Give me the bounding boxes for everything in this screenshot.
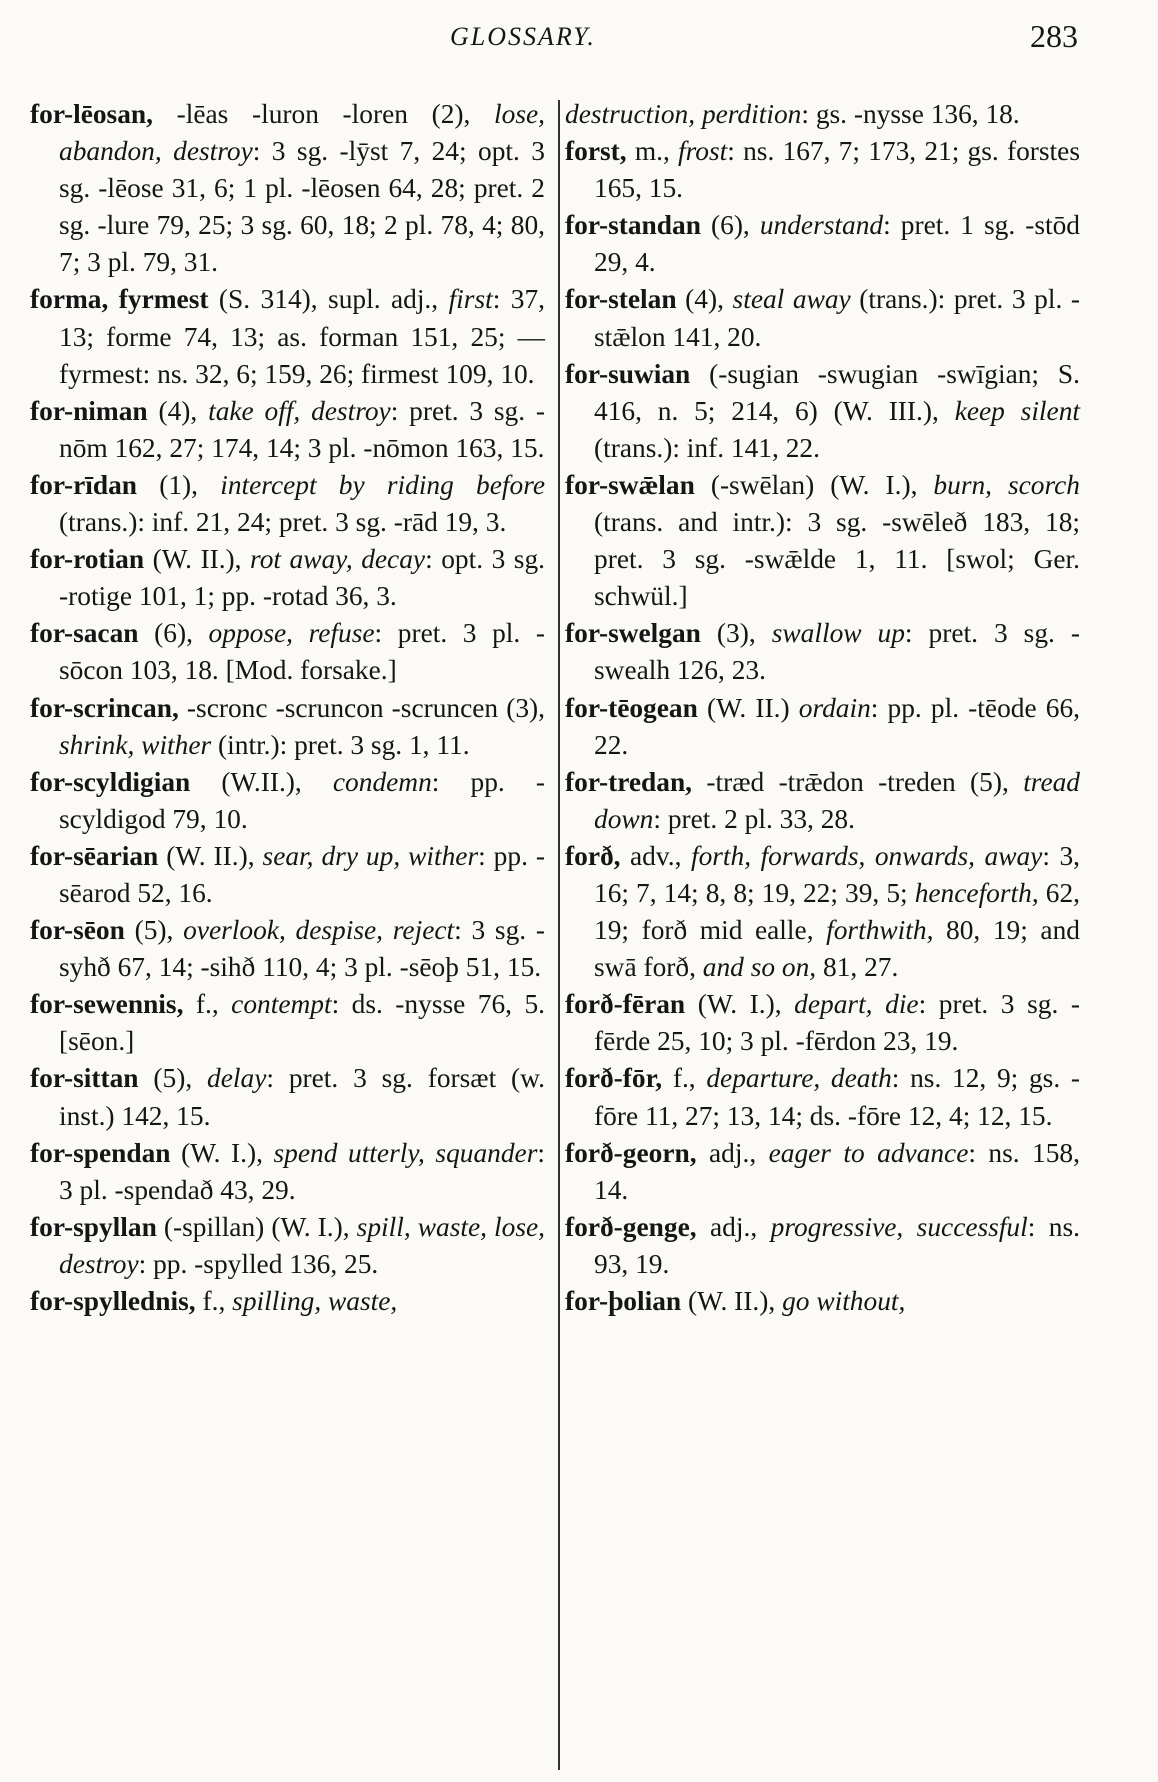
entry-text: (6), bbox=[700, 210, 760, 241]
entry-text: (W. II.), bbox=[681, 1286, 783, 1316]
entry-headword: forð-georn, bbox=[565, 1137, 697, 1168]
entry-definition: intercept by riding before bbox=[220, 469, 545, 500]
entry-text: (trans.): pret. 3 pl. -stǣlon 141, 20. bbox=[594, 284, 1081, 352]
entry-text: : pret. 3 sg. -nōm 162, 27; 174, 14; 3 pl. -nōmon 163, 15. bbox=[59, 395, 545, 463]
entry-text: : 3 sg. -lȳst 7, 24; opt. 3 sg. -lēose 31, 6; 1 pl. -lēosen 64, 28; pret. 2 sg. -lure 79, 25; 3 sg. 60, 18; 2 pl. 78, 4; 80, 7; 3 pl. 79, 31. bbox=[59, 136, 545, 278]
entry-definition: shrink, wither bbox=[59, 729, 212, 760]
entry-text: f., bbox=[662, 1063, 707, 1094]
entry-text: -træd -trǣdon -treden (5), bbox=[692, 766, 1024, 797]
entry-text: : pp. pl. -tēode 66, 22. bbox=[594, 692, 1080, 760]
entry-text: 62, 19; forð mid ealle, bbox=[594, 877, 1080, 946]
entry-headword: forð-fōr, bbox=[565, 1063, 663, 1094]
page-header bbox=[0, 14, 1158, 62]
entry-definition: destruction, perdition bbox=[565, 99, 802, 129]
entry-definition: departure, death bbox=[706, 1063, 892, 1094]
entry-definition: tread down bbox=[594, 766, 1080, 834]
entry-text: (S. 314), supl. adj., bbox=[208, 284, 449, 315]
glossary-entry bbox=[30, 764, 545, 838]
entry-text: (trans. and intr.): 3 sg. -swēleð 183, 18; pret. 3 sg. -swǣlde 1, 11. [swol; Ger. schwül.] bbox=[594, 507, 1080, 612]
entry-text: f., bbox=[183, 989, 232, 1020]
entry-definition: sear, dry up, wither bbox=[262, 840, 479, 871]
glossary-entry bbox=[30, 467, 545, 541]
entry-text: : 3, 16; 7, 14; 8, 8; 19, 22; 39, 5; bbox=[594, 840, 1080, 908]
entry-text: : ns. 158, 14. bbox=[594, 1137, 1080, 1205]
entry-headword: for-scyldigian bbox=[30, 766, 191, 797]
entry-definition: understand bbox=[759, 210, 884, 241]
running-title: GLOSSARY. bbox=[450, 22, 596, 51]
entry-text: : pret. 2 pl. 33, 28. bbox=[653, 803, 855, 834]
entry-definition: spend utterly, squander bbox=[273, 1137, 538, 1168]
glossary-entry bbox=[565, 690, 1080, 764]
entry-text: -scronc -scruncon -scruncen (3), bbox=[178, 692, 545, 723]
entry-text: : opt. 3 sg. -rotige 101, 1; pp. -rotad 36, 3. bbox=[59, 544, 545, 612]
entry-definition: and so on, bbox=[702, 952, 817, 983]
glossary-entry bbox=[565, 1135, 1080, 1209]
entry-headword: forð-fēran bbox=[565, 989, 686, 1020]
entry-definition: keep silent bbox=[954, 395, 1081, 426]
entry-definition: henceforth, bbox=[914, 877, 1039, 908]
entry-text: (5), bbox=[138, 1063, 208, 1094]
entry-text: : ns. 167, 7; 173, 21; gs. forstes 165, 15. bbox=[594, 136, 1080, 204]
entry-definition: spilling, waste, bbox=[232, 1286, 398, 1316]
entry-text: : pp. -sēarod 52, 16. bbox=[59, 840, 545, 908]
entry-text: m., bbox=[626, 136, 679, 167]
entry-definition: lose, abandon, destroy bbox=[59, 99, 545, 167]
entry-definition: burn, scorch bbox=[933, 469, 1080, 500]
entry-text: (W. II.), bbox=[144, 544, 251, 575]
entry-definition: go without, bbox=[782, 1286, 906, 1316]
glossary-entry bbox=[30, 912, 545, 986]
entry-text: (3), bbox=[700, 618, 772, 649]
entry-headword: for-swelgan bbox=[565, 618, 701, 649]
entry-text: f., bbox=[195, 1286, 233, 1316]
glossary-entry bbox=[565, 207, 1080, 281]
entry-text: 81, 27. bbox=[816, 952, 899, 983]
entry-definition: progressive, successful bbox=[770, 1211, 1028, 1242]
glossary-entry bbox=[565, 281, 1080, 355]
entry-text: : 37, 13; forme 74, 13; as. forman 151, 25; — fyrmest: ns. 32, 6; 159, 26; firmest 109, 10. bbox=[59, 284, 545, 389]
entry-definition: forth, forwards, onwards, away bbox=[690, 840, 1043, 871]
column-divider bbox=[558, 100, 560, 1770]
entry-headword: for-standan bbox=[565, 210, 701, 241]
entry-text: (trans.): inf. 141, 22. bbox=[594, 432, 820, 463]
glossary-entry bbox=[565, 467, 1080, 615]
entry-text: (W. II.) bbox=[697, 692, 799, 723]
entry-headword: for-tēogean bbox=[565, 692, 698, 723]
entry-headword: for-rīdan bbox=[30, 469, 138, 500]
entry-headword: for-rotian bbox=[30, 544, 145, 575]
entry-text: (4), bbox=[676, 284, 733, 315]
entry-headword: for-lēosan, bbox=[30, 99, 153, 129]
entry-headword: for-sēarian bbox=[30, 840, 159, 871]
glossary-entry bbox=[565, 838, 1080, 986]
entry-text: 80, 19; and swā forð, bbox=[594, 915, 1080, 983]
glossary-entry bbox=[30, 615, 545, 689]
page-number: 283 bbox=[1030, 18, 1078, 54]
entry-headword: for-tredan, bbox=[565, 766, 693, 797]
entry-definition: rot away, decay bbox=[250, 544, 426, 575]
entry-text: (5), bbox=[124, 915, 184, 946]
entry-headword: for-þolian bbox=[565, 1286, 682, 1316]
glossary-entry bbox=[565, 1209, 1080, 1283]
glossary-entry bbox=[30, 1060, 545, 1134]
entry-text: : pret. 1 sg. -stōd 29, 4. bbox=[594, 210, 1080, 278]
entry-text: : ns. 12, 9; gs. -fōre 11, 27; 13, 14; ds. -fōre 12, 4; 12, 15. bbox=[594, 1063, 1081, 1131]
entry-text: (-sugian -swugian -swīgian; S. 416, n. 5; 214, 6) (W. III.), bbox=[594, 358, 1080, 426]
entry-definition: swallow up bbox=[771, 618, 905, 649]
entry-text: -lēas -luron -loren (2), bbox=[152, 99, 495, 129]
entry-text: (intr.): pret. 3 sg. 1, 11. bbox=[211, 729, 470, 760]
glossary-entry bbox=[565, 356, 1080, 467]
entry-text: : gs. -nysse 136, 18. bbox=[801, 99, 1020, 129]
entry-text: : pp. -scyldigod 79, 10. bbox=[59, 766, 545, 834]
entry-definition: depart, die bbox=[794, 989, 919, 1020]
entry-definition: condemn bbox=[332, 766, 432, 797]
entry-headword: for-stelan bbox=[565, 284, 677, 315]
entry-definition: steal away bbox=[732, 284, 851, 315]
entry-text: adj., bbox=[696, 1211, 771, 1242]
entry-headword: forma, fyrmest bbox=[30, 284, 209, 315]
entry-definition: forthwith, bbox=[826, 915, 934, 946]
entry-text: : pret. 3 sg. -swealh 126, 23. bbox=[594, 618, 1080, 686]
entry-text: (W. I.), bbox=[170, 1137, 274, 1168]
entry-headword: forð, bbox=[565, 840, 621, 871]
entry-text: (6), bbox=[138, 618, 209, 649]
glossary-entry bbox=[565, 96, 1080, 133]
glossary-entry bbox=[30, 1209, 545, 1283]
entry-headword: forð-genge, bbox=[565, 1211, 697, 1242]
entry-definition: oppose, refuse bbox=[208, 618, 375, 649]
entry-headword: for-spyllednis, bbox=[30, 1286, 196, 1316]
entry-definition: ordain bbox=[798, 692, 871, 723]
entry-headword: for-sittan bbox=[30, 1063, 139, 1094]
entry-text: : 3 pl. -spendað 43, 29. bbox=[59, 1137, 545, 1205]
entry-text: (1), bbox=[137, 469, 221, 500]
entry-text: (-swēlan) (W. I.), bbox=[694, 469, 934, 500]
entry-headword: for-swǣlan bbox=[565, 469, 695, 500]
glossary-entry bbox=[30, 541, 545, 615]
entry-text: (trans.): inf. 21, 24; pret. 3 sg. -rād 19, 3. bbox=[59, 507, 507, 538]
glossary-entry bbox=[565, 986, 1080, 1060]
glossary-entry bbox=[30, 393, 545, 467]
entry-text: : pret. 3 sg. forsæt (w. inst.) 142, 15. bbox=[59, 1063, 546, 1131]
glossary-entry bbox=[30, 281, 545, 392]
glossary-entry bbox=[565, 133, 1080, 207]
glossary-entry bbox=[30, 96, 545, 281]
entry-definition: contempt bbox=[231, 989, 332, 1020]
entry-text: : 3 sg. -syhð 67, 14; -sihð 110, 4; 3 pl. -sēoþ 51, 15. bbox=[59, 915, 546, 983]
entry-headword: for-spyllan bbox=[30, 1211, 157, 1242]
left-column bbox=[30, 96, 545, 1320]
glossary-entry bbox=[565, 1060, 1080, 1134]
entry-text: (W. I.), bbox=[685, 989, 795, 1020]
entry-headword: forst, bbox=[565, 136, 627, 167]
entry-headword: for-niman bbox=[30, 395, 148, 426]
entry-headword: for-scrincan, bbox=[30, 692, 179, 723]
entry-headword: for-suwian bbox=[565, 358, 691, 389]
entry-text: adj., bbox=[696, 1137, 769, 1168]
entry-headword: for-sacan bbox=[30, 618, 139, 649]
entry-headword: for-sēon bbox=[30, 915, 125, 946]
right-column bbox=[565, 96, 1080, 1320]
glossary-entry bbox=[30, 986, 545, 1060]
glossary-entry bbox=[30, 690, 545, 764]
entry-text: (-spillan) (W. I.), bbox=[156, 1211, 357, 1242]
glossary-entry bbox=[30, 838, 545, 912]
glossary-entry bbox=[565, 764, 1080, 838]
entry-text: (4), bbox=[147, 395, 209, 426]
entry-definition: frost bbox=[678, 136, 728, 167]
entry-text: : pret. 3 pl. -sōcon 103, 18. [Mod. forsake.] bbox=[59, 618, 545, 686]
entry-headword: for-spendan bbox=[30, 1137, 171, 1168]
glossary-entry bbox=[30, 1135, 545, 1209]
entry-text: : ds. -nysse 76, 5. [sēon.] bbox=[59, 989, 545, 1057]
glossary-entry bbox=[30, 1283, 545, 1320]
entry-definition: take off, destroy bbox=[208, 395, 391, 426]
entry-text: : ns. 93, 19. bbox=[594, 1211, 1080, 1279]
entry-definition: overlook, despise, reject bbox=[183, 915, 455, 946]
glossary-entry bbox=[565, 1283, 1080, 1320]
entry-definition: first bbox=[448, 284, 493, 315]
entry-text: : pp. -spylled 136, 25. bbox=[138, 1248, 379, 1279]
entry-text: (W. II.), bbox=[158, 840, 263, 871]
entry-definition: delay bbox=[207, 1063, 267, 1094]
entry-text: (W.II.), bbox=[190, 766, 333, 797]
glossary-entry bbox=[565, 615, 1080, 689]
entry-text: adv., bbox=[620, 840, 691, 871]
entry-definition: spill, waste, lose, destroy bbox=[59, 1211, 545, 1279]
entry-headword: for-sewennis, bbox=[30, 989, 184, 1020]
entry-definition: eager to advance bbox=[768, 1137, 969, 1168]
entry-text: : pret. 3 sg. -fērde 25, 10; 3 pl. -fērdon 23, 19. bbox=[594, 989, 1081, 1057]
